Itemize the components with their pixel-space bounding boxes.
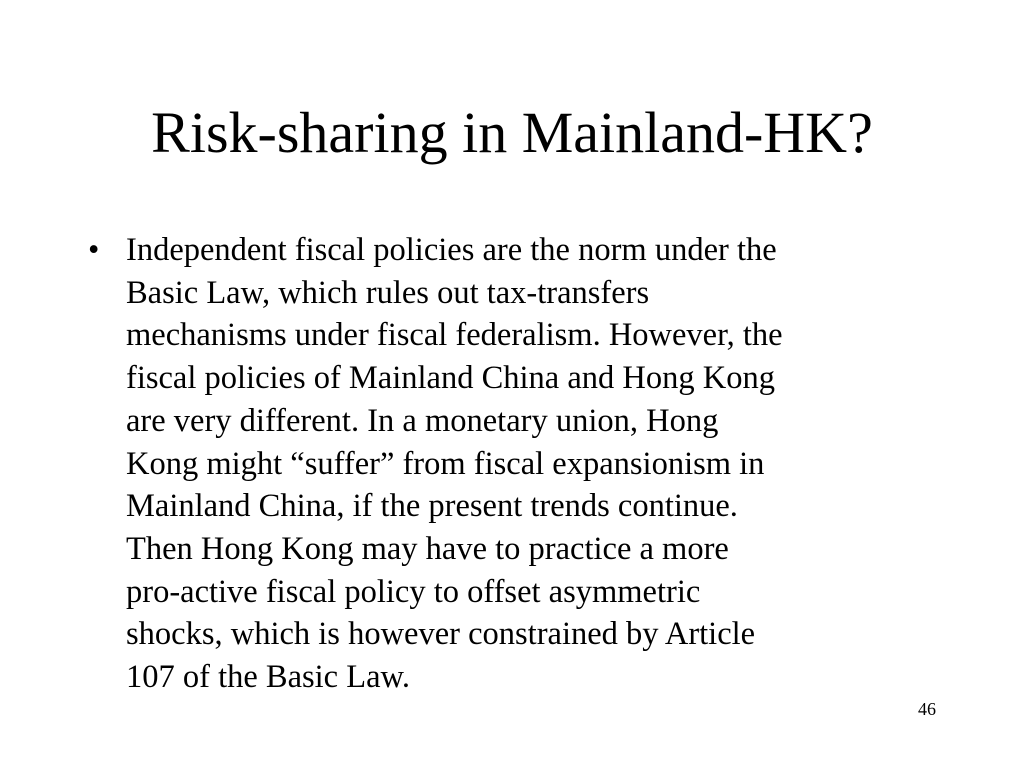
- bullet-marker-icon: •: [88, 232, 100, 268]
- bullet-line: Basic Law, which rules out tax-transfers: [126, 274, 650, 311]
- bullet-line: pro-active fiscal policy to offset asymmetric: [126, 573, 701, 610]
- bullet-line: fiscal policies of Mainland China and Hong Kong: [126, 360, 775, 397]
- bullet-item: [88, 229, 938, 699]
- bullet-line: Independent fiscal policies are the norm under the: [126, 232, 777, 268]
- bullet-line: 107 of the Basic Law.: [126, 659, 410, 696]
- bullet-line: are very different. In a monetary union, Hong: [126, 402, 719, 439]
- bullet-line: shocks, which is however constrained by Article: [126, 616, 756, 653]
- bullet-line: Then Hong Kong may have to practice a more: [126, 530, 729, 567]
- slide-page-number: 46: [918, 699, 936, 719]
- slide-title: Risk-sharing in Mainland-HK?: [151, 100, 873, 165]
- bullet-line: mechanisms under fiscal federalism. However, the: [126, 317, 783, 354]
- bullet-line: Kong might “suffer” from fiscal expansionism in: [126, 445, 765, 482]
- bullet-text: [126, 229, 938, 699]
- bullet-list: [88, 229, 938, 699]
- bullet-line: Mainland China, if the present trends continue.: [126, 488, 738, 525]
